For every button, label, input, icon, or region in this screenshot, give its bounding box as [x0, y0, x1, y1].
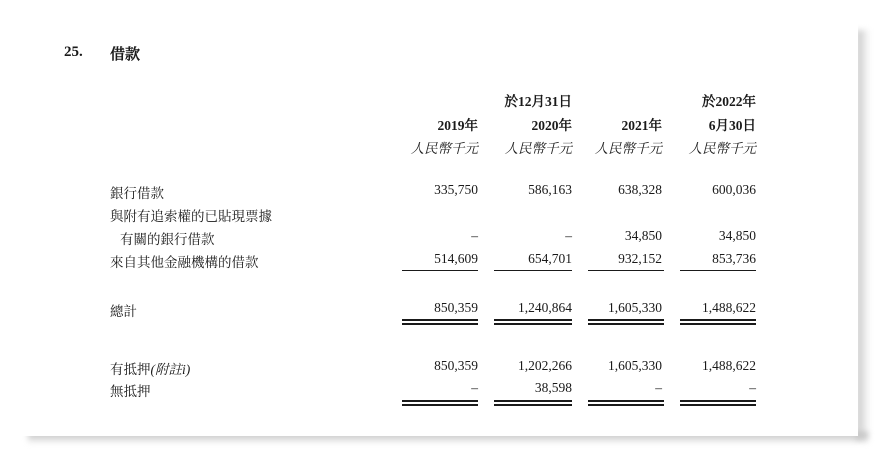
row-label-secured: [110, 358, 190, 378]
section-number: 25.: [64, 44, 83, 60]
group-header-2022: 於2022年: [702, 94, 756, 109]
total-value: 1,605,330: [608, 300, 662, 315]
cell-value: 1,202,266: [518, 358, 572, 373]
cell-value: 514,609: [434, 251, 478, 266]
cell-value: 850,359: [434, 358, 478, 373]
cell-value: 932,152: [618, 251, 662, 266]
total-value: 1,240,864: [518, 300, 572, 315]
bottom-double-rule: [680, 400, 756, 406]
cell-value: 34,850: [718, 228, 756, 243]
col-header-2020: 2020年: [531, 118, 572, 133]
total-double-rule: [402, 319, 478, 325]
bottom-double-rule: [402, 400, 478, 406]
cell-value: 335,750: [434, 182, 478, 197]
cell-value: 853,736: [712, 251, 756, 266]
cell-value: –: [565, 228, 572, 243]
total-double-rule: [588, 319, 664, 325]
document-page: [10, 8, 858, 436]
cell-value: 1,605,330: [608, 358, 662, 373]
cell-value: 1,488,622: [702, 358, 756, 373]
row-label-total: 總計: [110, 304, 137, 319]
bottom-double-rule: [494, 400, 572, 406]
total-value: 1,488,622: [702, 300, 756, 315]
unit-label: 人民幣千元: [410, 141, 478, 156]
bottom-double-rule: [588, 400, 664, 406]
total-double-rule: [494, 319, 572, 325]
total-double-rule: [680, 319, 756, 325]
cell-value: –: [471, 380, 478, 395]
subtotal-rule: [494, 270, 572, 271]
col-header-2021: 2021年: [621, 118, 662, 133]
subtotal-rule: [402, 270, 478, 271]
unit-label: 人民幣千元: [504, 141, 572, 156]
col-header-2019: 2019年: [437, 118, 478, 133]
cell-value: 638,328: [618, 182, 662, 197]
cell-value: 38,598: [534, 380, 572, 395]
cell-value: 34,850: [624, 228, 662, 243]
row-label-unsecured: 無抵押: [110, 384, 151, 399]
cell-value: –: [655, 380, 662, 395]
row-label-bank-borrowings: 銀行借款: [110, 186, 164, 201]
cell-value: –: [471, 228, 478, 243]
unit-label: 人民幣千元: [594, 141, 662, 156]
total-value: 850,359: [434, 300, 478, 315]
row-label-other-institutions: 來自其他金融機構的借款: [110, 255, 259, 270]
row-label-related-bank-borrowings: 有關的銀行借款: [120, 232, 215, 247]
cell-value: 600,036: [712, 182, 756, 197]
cell-value: 654,701: [528, 251, 572, 266]
cell-value: –: [749, 380, 756, 395]
subtotal-rule: [680, 270, 756, 271]
group-header-dec31: 於12月31日: [504, 94, 572, 109]
secured-note: (附註i): [150, 362, 191, 377]
subtotal-rule: [588, 270, 664, 271]
secured-label-text: 有抵押: [110, 362, 151, 377]
section-title: 借款: [110, 47, 141, 63]
page-shadow-right: [856, 30, 870, 440]
row-label-discounted-bills: 與附有追索權的已貼現票據: [110, 209, 272, 224]
col-header-jun30: 6月30日: [708, 118, 756, 133]
unit-label: 人民幣千元: [688, 141, 756, 156]
cell-value: 586,163: [528, 182, 572, 197]
